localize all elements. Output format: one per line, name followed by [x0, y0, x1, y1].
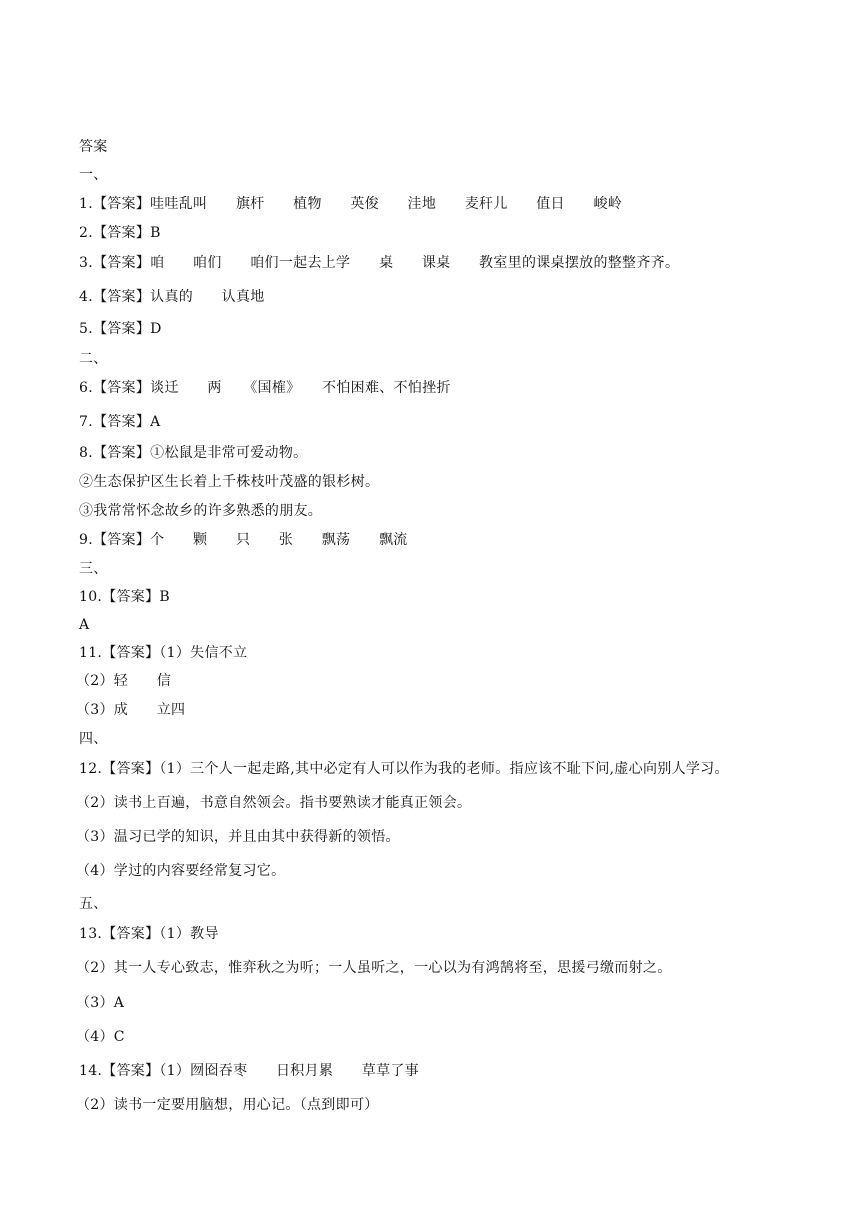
answer-line-7: 7.【答案】A — [79, 414, 161, 430]
section-heading-4: 四、 — [79, 731, 108, 747]
answer-line-12-2: （2）读书上百遍，书意自然领会。指书要熟读才能真正领会。 — [76, 795, 472, 811]
answer-line-2: 2.【答案】B — [79, 225, 161, 241]
answer-line-10: 10.【答案】B — [79, 589, 170, 605]
section-heading-3: 三、 — [79, 561, 108, 577]
answer-line-13-2: （2）其一人专心致志，惟弈秋之为听；一人虽听之，一心以为有鸿鹄将至，思援弓缴而射之。 — [76, 960, 672, 976]
answer-line-14: 14.【答案】（1）囫囵吞枣 日积月累 草草了事 — [79, 1063, 419, 1079]
section-heading-5: 五、 — [79, 896, 108, 912]
answer-line-11-3: （3）成 立四 — [76, 702, 186, 718]
answer-line-3: 3.【答案】咱 咱们 咱们一起去上学 桌 课桌 教室里的课桌摆放的整整齐齐。 — [79, 255, 680, 271]
answer-line-12: 12.【答案】（1）三个人一起走路,其中必定有人可以作为我的老师。指应该不耻下问,虚心向别人学习。 — [79, 761, 729, 777]
answer-line-8-3: ③我常常怀念故乡的许多熟悉的朋友。 — [79, 503, 323, 519]
answer-line-13: 13.【答案】（1）教导 — [79, 926, 219, 942]
answer-line-4: 4.【答案】认真的 认真地 — [79, 289, 265, 305]
answer-line-8-2: ②生态保护区生长着上千株枝叶茂盛的银杉树。 — [79, 474, 380, 490]
answer-line-14-2: （2）读书一定要用脑想，用心记。（点到即可） — [76, 1097, 379, 1113]
section-heading-1: 一、 — [79, 167, 108, 183]
section-heading-2: 二、 — [79, 351, 108, 367]
answer-line-13-3: （3）A — [76, 995, 125, 1011]
answer-line-5: 5.【答案】D — [79, 321, 162, 337]
answer-line-10-2: A — [79, 617, 90, 633]
answer-line-9: 9.【答案】个 颗 只 张 飘荡 飘流 — [79, 532, 408, 548]
answer-line-11: 11.【答案】（1）失信不立 — [79, 645, 248, 661]
answer-line-8: 8.【答案】①松鼠是非常可爱动物。 — [79, 445, 308, 461]
answer-heading: 答案 — [79, 139, 108, 155]
answer-line-12-3: （3）温习已学的知识，并且由其中获得新的领悟。 — [76, 829, 400, 845]
answer-line-11-2: （2）轻 信 — [76, 673, 172, 689]
answer-line-12-4: （4）学过的内容要经常复习它。 — [76, 863, 286, 879]
answer-line-1: 1.【答案】哇哇乱叫 旗杆 植物 英俊 洼地 麦秆儿 值日 峻岭 — [79, 196, 623, 212]
answer-line-6: 6.【答案】谈迁 两 《国榷》 不怕困难、不怕挫折 — [79, 380, 451, 396]
answer-line-13-4: （4）C — [76, 1029, 125, 1045]
